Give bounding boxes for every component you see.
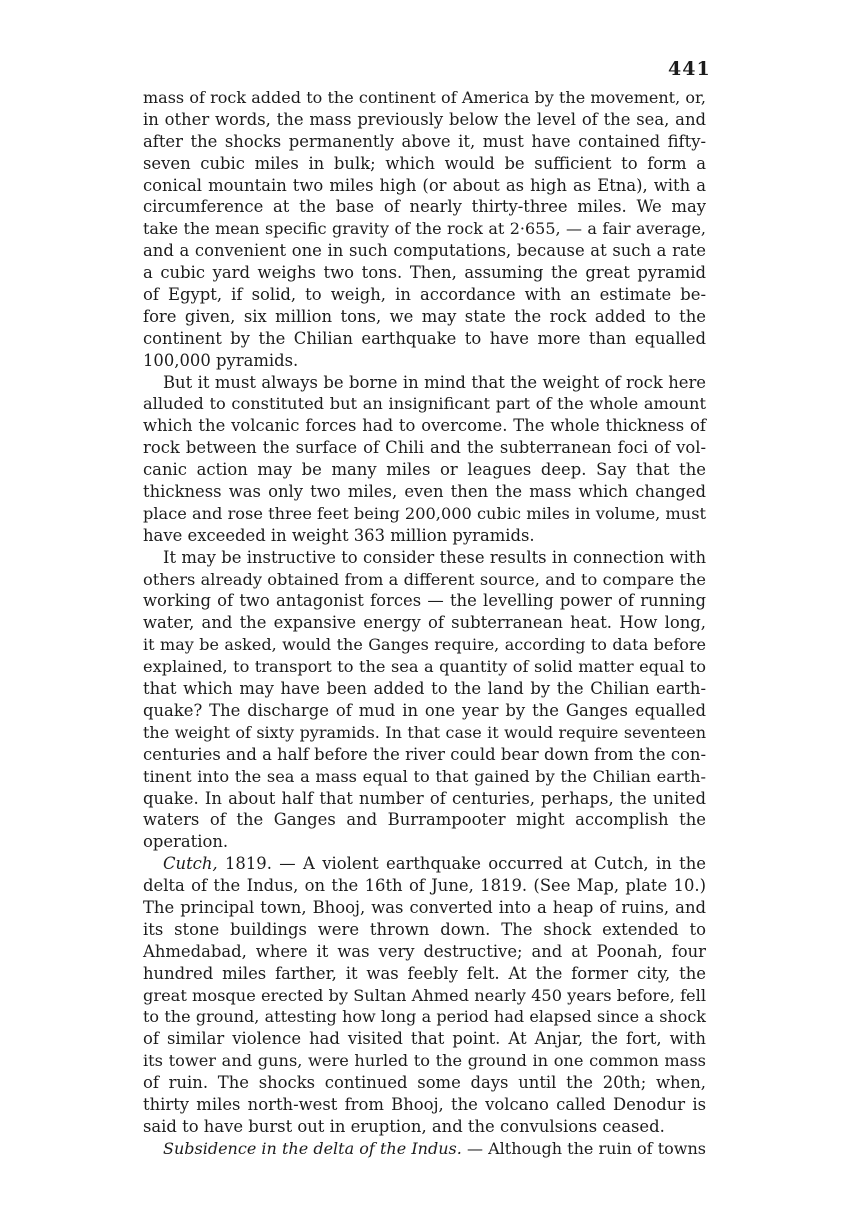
text-line bbox=[143, 437, 706, 459]
line-text: which the volcanic forces had to overcome. The whole thickness of bbox=[143, 416, 706, 436]
text-line bbox=[143, 634, 706, 656]
text-line bbox=[143, 218, 706, 240]
text-line bbox=[143, 415, 706, 437]
text-line bbox=[143, 547, 706, 569]
text-line bbox=[143, 372, 706, 394]
line-text: alluded to constituted but an insignificant part of the whole amount bbox=[143, 394, 706, 414]
text-line bbox=[143, 328, 706, 350]
line-text: place and rose three feet being 200,000 cubic miles in volume, must bbox=[143, 503, 707, 523]
line-text: circumference at the base of nearly thirty-three miles. We may bbox=[143, 197, 706, 217]
line-text: quake. In about half that number of centuries, perhaps, the united bbox=[143, 788, 706, 808]
text-line bbox=[143, 1006, 706, 1028]
text-line bbox=[143, 700, 706, 722]
line-text: thickness was only two miles, even then the mass which changed bbox=[143, 482, 706, 502]
line-text: conical mountain two miles high (or about as high as Etna), with a bbox=[143, 175, 706, 195]
text-line bbox=[143, 1072, 706, 1094]
line-text: after the shocks permanently above it, must have contained fifty- bbox=[143, 131, 706, 151]
text-line bbox=[143, 240, 706, 262]
text-line bbox=[143, 941, 706, 963]
line-text: The principal town, Bhooj, was converted into a heap of ruins, and bbox=[143, 897, 706, 917]
line-text: hundred miles farther, it was feebly felt. At the former city, the bbox=[143, 963, 706, 983]
line-text: 100,000 pyramids. bbox=[143, 350, 299, 370]
line-text: its tower and guns, were hurled to the ground in one common mass bbox=[143, 1051, 706, 1071]
line-text: said to have burst out in eruption, and the convulsions ceased. bbox=[143, 1116, 665, 1136]
line-text: But it must always be borne in mind that the weight of rock here bbox=[163, 372, 706, 392]
text-line bbox=[143, 306, 706, 328]
text-line bbox=[143, 481, 706, 503]
text-line bbox=[143, 853, 706, 875]
line-text: of Egypt, if solid, to weigh, in accordance with an estimate be- bbox=[143, 285, 706, 305]
text-line bbox=[143, 87, 706, 109]
text-line bbox=[143, 766, 706, 788]
text-line bbox=[143, 612, 706, 634]
line-text: tinent into the sea a mass equal to that gained by the Chilian earth- bbox=[143, 766, 706, 786]
text-line bbox=[143, 875, 706, 897]
line-text: a cubic yard weighs two tons. Then, assuming the great pyramid bbox=[143, 263, 706, 283]
line-text: it may be asked, would the Ganges require, according to data before bbox=[143, 635, 706, 655]
line-text: its stone buildings were thrown down. The shock extended to bbox=[143, 919, 706, 939]
line-text: It may be instructive to consider these results in connection with bbox=[163, 547, 706, 567]
text-line bbox=[143, 350, 706, 372]
line-text: explained, to transport to the sea a quantity of solid matter equal to bbox=[143, 657, 706, 677]
italic-heading: Subsidence in the delta of the Indus. bbox=[163, 1138, 462, 1158]
text-line bbox=[143, 175, 706, 197]
line-text: operation. bbox=[143, 832, 229, 852]
line-text: to the ground, attesting how long a period had elapsed since a shock bbox=[143, 1007, 706, 1027]
line-text: that which may have been added to the land by the Chilian earth- bbox=[143, 679, 706, 699]
line-text: — Although the ruin of towns bbox=[461, 1138, 706, 1158]
text-line bbox=[143, 525, 706, 547]
text-line bbox=[143, 153, 706, 175]
text-line bbox=[143, 1116, 706, 1138]
text-line bbox=[143, 109, 706, 131]
line-text: Ahmedabad, where it was very destructive; and at Poonah, four bbox=[143, 941, 706, 961]
line-text: of similar violence had visited that point. At Anjar, the fort, with bbox=[143, 1029, 706, 1049]
line-text: the weight of sixty pyramids. In that case it would require seventeen bbox=[143, 722, 706, 742]
text-line bbox=[143, 590, 706, 612]
line-text: of ruin. The shocks continued some days until the 20th; when, bbox=[143, 1073, 706, 1093]
page-number: 441 bbox=[668, 58, 711, 80]
italic-heading: Cutch, bbox=[163, 854, 218, 874]
line-text: rock between the surface of Chili and the subterranean foci of vol- bbox=[143, 438, 706, 458]
text-line bbox=[143, 1028, 706, 1050]
text-line bbox=[143, 831, 706, 853]
text-line bbox=[143, 744, 706, 766]
text-line bbox=[143, 503, 706, 525]
line-text: working of two antagonist forces — the levelling power of running bbox=[143, 591, 706, 611]
line-text: fore given, six million tons, we may state the rock added to the bbox=[143, 306, 706, 326]
text-line bbox=[143, 919, 706, 941]
text-line bbox=[143, 569, 706, 591]
line-text: centuries and a half before the river could bear down from the con- bbox=[143, 744, 706, 764]
line-text: canic action may be many miles or leagues deep. Say that the bbox=[143, 460, 706, 480]
text-line bbox=[143, 963, 706, 985]
text-line bbox=[143, 722, 706, 744]
line-text: 1819. — A violent earthquake occurred at Cutch, in the bbox=[217, 854, 706, 874]
line-text: seven cubic miles in bulk; which would be sufficient to form a bbox=[143, 153, 706, 173]
line-text: and a convenient one in such computations, because at such a rate bbox=[143, 241, 706, 261]
text-line bbox=[143, 284, 706, 306]
line-text: have exceeded in weight 363 million pyramids. bbox=[143, 525, 535, 545]
text-line bbox=[143, 788, 706, 810]
text-line bbox=[143, 678, 706, 700]
line-text: delta of the Indus, on the 16th of June, 1819. (See Map, plate 10.) bbox=[143, 876, 706, 896]
line-text: in other words, the mass previously below the level of the sea, and bbox=[143, 109, 706, 129]
line-text: waters of the Ganges and Burrampooter might accomplish the bbox=[143, 810, 706, 830]
text-line bbox=[143, 897, 706, 919]
line-text: great mosque erected by Sultan Ahmed nearly 450 years before, fell bbox=[143, 985, 706, 1005]
line-text: quake? The discharge of mud in one year by the Ganges equalled bbox=[143, 700, 706, 720]
line-text: water, and the expansive energy of subterranean heat. How long, bbox=[143, 613, 706, 633]
text-line bbox=[143, 196, 706, 218]
text-line bbox=[143, 985, 706, 1007]
text-line bbox=[143, 1050, 706, 1072]
line-text: others already obtained from a different source, and to compare the bbox=[143, 569, 706, 589]
text-line bbox=[143, 1094, 706, 1116]
line-text: continent by the Chilian earthquake to have more than equalled bbox=[143, 328, 706, 348]
text-line bbox=[143, 809, 706, 831]
line-text: take the mean specific gravity of the rock at 2·655, — a fair average, bbox=[143, 219, 706, 239]
text-line bbox=[143, 262, 706, 284]
text-line bbox=[143, 656, 706, 678]
body-text bbox=[143, 87, 706, 1160]
line-text: mass of rock added to the continent of America by the movement, or, bbox=[143, 88, 706, 107]
text-line bbox=[143, 459, 706, 481]
text-line bbox=[143, 131, 706, 153]
line-text: thirty miles north-west from Bhooj, the volcano called Denodur is bbox=[143, 1094, 706, 1114]
text-line bbox=[143, 393, 706, 415]
text-line bbox=[143, 1138, 706, 1160]
